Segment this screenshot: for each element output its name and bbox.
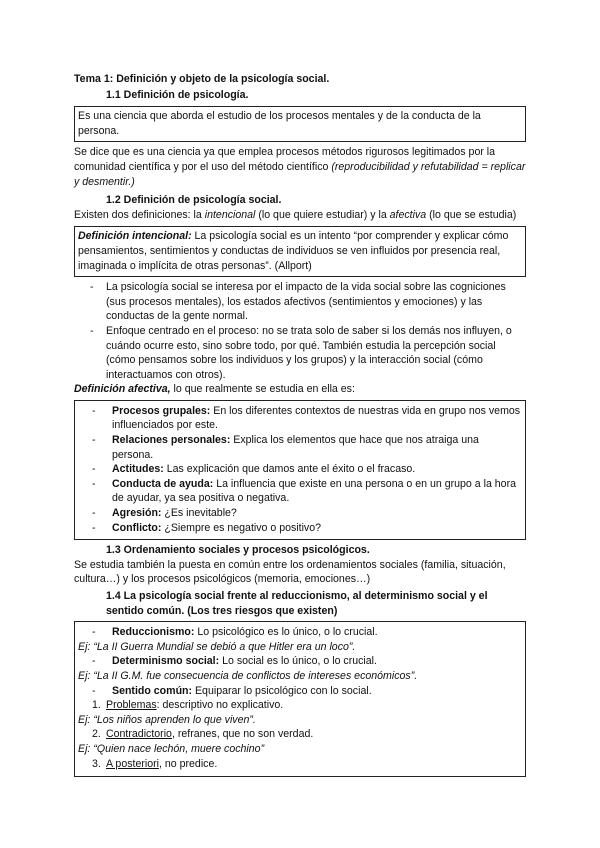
topic-label: Conflicto: [112,521,162,534]
science-text: Se dice que es una ciencia ya que emplea procesos métodos rigurosos legitimados por la comunidad científica y por el uso del método científico [74,146,496,173]
topic-text: Las explicación que damos ante el éxito o el fracaso. [163,463,416,476]
list-item [78,521,522,536]
intro-text-a: Existen dos definiciones: la [74,208,205,221]
topic-text: ¿Es inevitable? [161,507,237,520]
section-1-1-title: 1.1 Definición de psicología. [106,88,249,101]
science-paragraph [74,145,526,189]
affective-topics-list [78,404,522,535]
example-label: Ej: [78,669,91,682]
section-1-2-title: 1.2 Definición de psicología social. [106,194,282,207]
risk-reductionism [78,625,522,640]
affective-label: Definición afectiva, [74,383,171,396]
topic-title: Tema 1: Definición y objeto de la psicología social. [74,73,330,85]
intentional-text: La psicología social es un intento “por comprender y explicar cómo pensamientos, sentimientos y conductas de individuos se ven influidos por presencia real, imaginada o implícita de otras personas”. (Allport) [78,230,509,272]
numbered-item-3 [78,757,522,772]
item-number: 2. [92,728,101,741]
risk-text: Equiparar lo psicológico con lo social. [192,684,372,697]
intro-text-c: (lo que quiere estudiar) y la [255,208,390,221]
item-text: , refranes, que no son verdad. [171,728,314,741]
affective-topics-box [74,400,526,540]
item-number: 1. [92,699,101,712]
example-text: “La II G.M. fue consecuencia de conflictos de intereses económicos”. [90,669,418,682]
numbered-item-1 [78,698,522,713]
topic-text: Explica los elementos que hace que nos atraiga una persona. [112,434,479,461]
affective-definition [74,382,526,397]
risks-box [74,621,526,777]
topic-text: ¿Siempre es negativo o positivo? [161,521,322,534]
section-1-3-paragraph: Se estudia también la puesta en común entre los ordenamientos sociales (familia, situación, cultura…) y los procesos psicológicos (memoria, emociones…) [74,558,506,586]
numbered-item-2 [78,727,522,742]
risk-common-sense [78,684,522,699]
topic-label: Agresión: [112,507,162,520]
dash-mark: - [92,626,96,639]
example-label: Ej: [78,713,91,726]
example-4 [78,742,522,757]
document-page [74,70,526,780]
topic-label: Actitudes: [112,463,164,476]
example-text: “Quien nace lechón, muere cochino” [90,742,265,755]
definition-psychology-text: Es una ciencia que aborda el estudio de los procesos mentales y de la conducta de la persona. [78,110,481,137]
intentional-label: Definición intencional: [78,230,192,243]
list-item: - La psicología social se interesa por el impacto de la vida social sobre las cogniciones (sus procesos mentales), los estados afectivos (sentimientos y emociones) y las conductas de la gente normal. [74,280,526,324]
intentional-definition [78,229,522,273]
topic-text: La influencia que existe en una persona o en un grupo a la hora de ayudar, ya sea positiva o negativa. [112,477,516,505]
example-2 [78,669,522,684]
topic-label: Relaciones personales: [112,434,231,447]
intro-text-e: (lo que se estudia) [426,208,517,221]
item-number: 3. [92,757,101,770]
affective-text: lo que realmente se estudia en ella es: [170,383,355,396]
item-text: , no predice. [159,757,218,770]
intro-afectiva: afectiva [389,208,427,221]
dash-mark: - [92,655,96,668]
section-1-3-title: 1.3 Ordenamiento sociales y procesos psicológicos. [106,544,370,557]
risk-label: Reduccionismo: [112,626,195,639]
item-text: : descriptivo no explicativo. [156,699,284,712]
topic-label: Conducta de ayuda: [112,477,214,490]
example-text: “Los niños aprenden lo que viven”. [90,713,256,726]
list-item [78,404,522,433]
topic-label: Procesos grupales: [112,404,211,417]
intentional-definition-box [74,226,526,277]
list-item [78,477,522,506]
list-item [78,506,522,521]
example-text: “La II Guerra Mundial se debió a que Hitler era un loco”. [90,640,356,653]
dash-mark: - [92,684,96,697]
definition-box-psychology [74,106,526,142]
risk-label: Sentido común: [112,684,193,697]
intentional-bullets [74,280,526,382]
risk-social-determinism [78,654,522,669]
example-3 [78,713,522,728]
list-item [78,462,522,477]
example-label: Ej: [78,640,91,653]
section-1-4-title [74,589,526,618]
science-italic-note: (reproducibilidad y refutabilidad = replicar y desmentir.) [74,160,526,188]
example-label: Ej: [78,742,91,755]
list-item [78,433,522,462]
list-item: - Enfoque centrado en el proceso: no se trata solo de saber si los demás nos influyen, o cuándo ocurre esto, sino sobre todo, por qué. También estudia la percepción social (cómo pensamos sobre los individuos y los grupos) y la interacción social (cómo interactuamos con otros). [74,324,526,382]
risk-label: Determinismo social: [112,655,220,668]
item-underlined: A posteriori [106,757,159,770]
item-underlined: Problemas [106,699,157,712]
risk-text: Lo social es lo único, o lo crucial. [219,655,377,668]
definitions-intro [74,208,526,223]
example-1 [78,640,522,655]
risk-text: Lo psicológico es lo único, o lo crucial. [194,626,378,639]
item-underlined: Contradictorio [106,728,172,741]
section-1-4-title-text: 1.4 La psicología social frente al reduccionismo, al determinismo social y el sentido común. (Los tres riesgos que existen) [106,590,488,617]
intro-intencional: intencional [204,208,256,221]
topic-text: En los diferentes contextos de nuestras vida en grupo nos vemos influenciados por este. [112,404,521,432]
